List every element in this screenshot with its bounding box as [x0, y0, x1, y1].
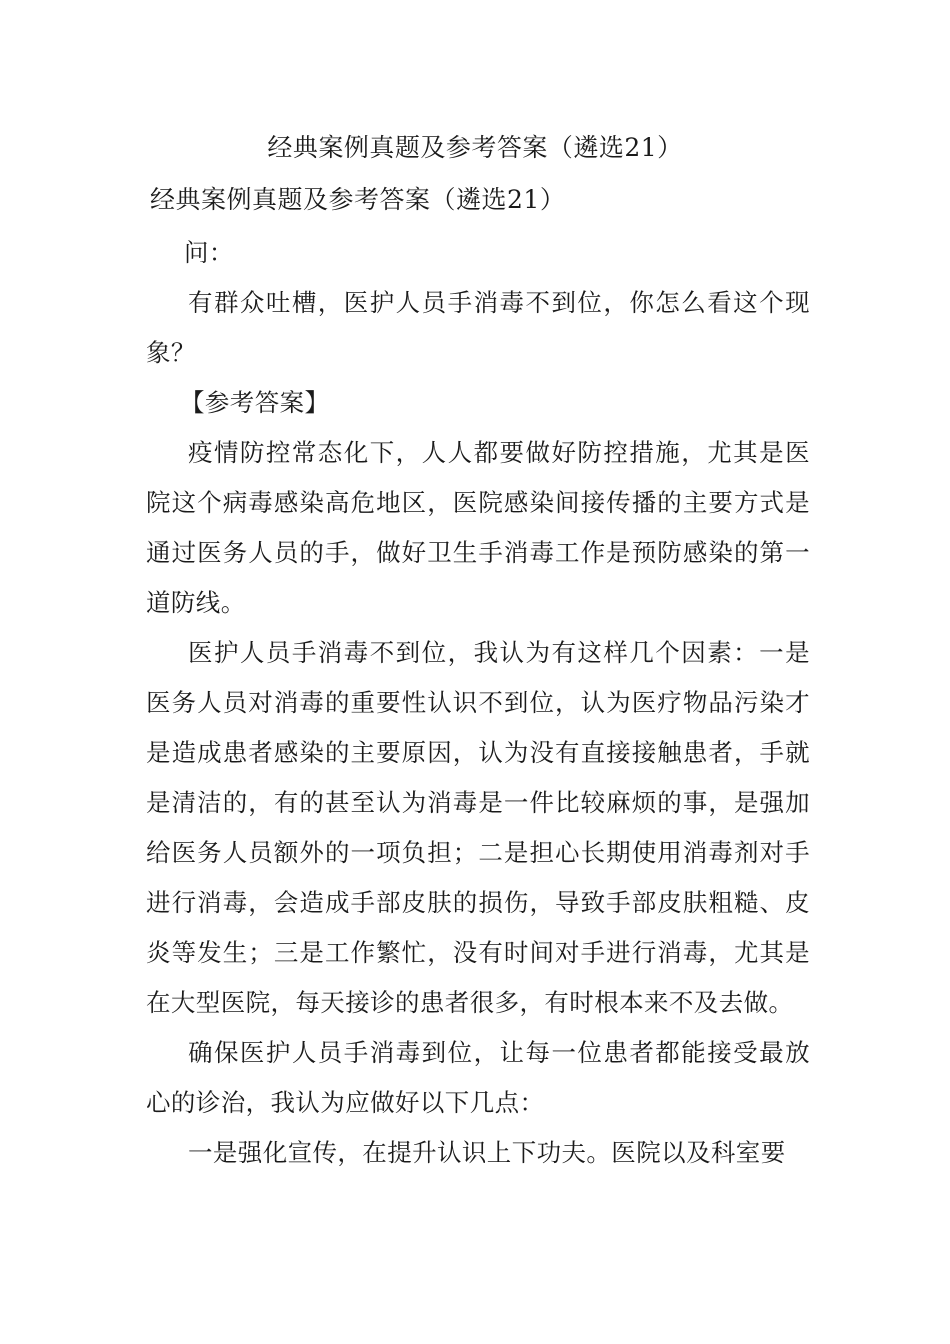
answer-paragraph-1: 疫情防控常态化下，人人都要做好防控措施，尤其是医院这个病毒感染高危地区，医院感染间接传播的主要方式是通过医务人员的手，做好卫生手消毒工作是预防感染的第一道防线。	[146, 438, 810, 617]
answer-paragraph-2: 医护人员手消毒不到位，我认为有这样几个因素：一是医务人员对消毒的重要性认识不到位，认为医疗物品污染才是造成患者感染的主要原因，认为没有直接接触患者，手就是清洁的，有的甚至认为消毒是一件比较麻烦的事，是强加给医务人员额外的一项负担；二是担心长期使用消毒剂对手进行消毒，会造成手部皮肤的损伤，导致手部皮肤粗糙、皮炎等发生；三是工作繁忙，没有时间对手进行消毒，尤其是在大型医院，每天接诊的患者很多，有时根本来不及去做。	[146, 638, 810, 1017]
answer-paragraph-4: 一是强化宣传，在提升认识上下功夫。医院以及科室要	[188, 1138, 786, 1167]
answer-heading: 【参考答案】	[180, 388, 330, 417]
document-subtitle: 经典案例真题及参考答案（遴选21）	[150, 185, 566, 214]
question-text: 有群众吐槽，医护人员手消毒不到位，你怎么看这个现象？	[146, 288, 810, 367]
document-body	[146, 228, 810, 1178]
answer-paragraph-3: 确保医护人员手消毒到位，让每一位患者都能接受最放心的诊治，我认为应做好以下几点：	[146, 1038, 810, 1117]
question-label: 问：	[184, 238, 234, 267]
document-title: 经典案例真题及参考答案（遴选21）	[267, 133, 683, 162]
